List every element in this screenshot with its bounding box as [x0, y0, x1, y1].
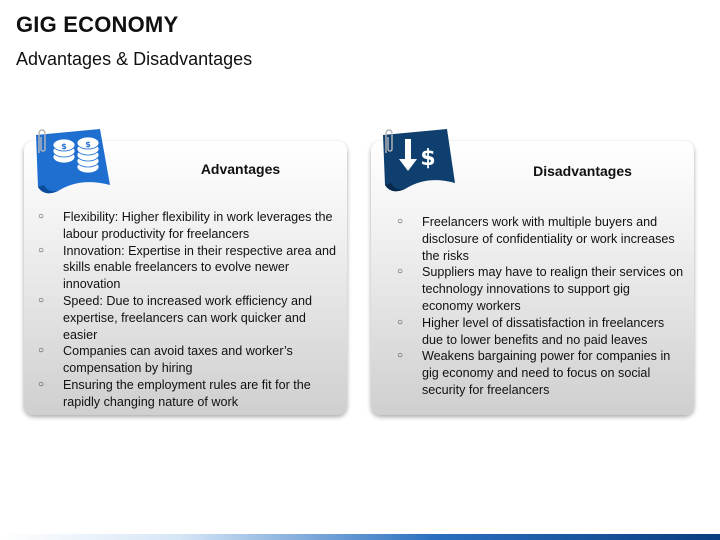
- bullet-circle-icon: ○: [38, 244, 45, 256]
- advantages-heading: Advantages: [200, 161, 281, 177]
- bullet-circle-icon: ○: [38, 378, 45, 390]
- list-item: ○ Innovation: Expertise in their respective area and skills enable freelancers to evolve newer innovation: [38, 243, 337, 292]
- disadvantages-card: [371, 141, 694, 415]
- list-item: ○ Freelancers work with multiple buyers and disclosure of confidentiality or work increases the risks: [397, 215, 675, 263]
- list-item: ○ Ensuring the employment rules are fit for the rapidly changing nature of work: [38, 377, 311, 409]
- bullet-circle-icon: ○: [397, 350, 404, 362]
- page-title: GIG ECONOMY: [16, 12, 179, 37]
- svg-text:$: $: [420, 146, 436, 171]
- advantages-card: [24, 141, 347, 415]
- list-item: ○ Companies can avoid taxes and worker’s compensation by hiring: [38, 344, 293, 376]
- bullet-circle-icon: ○: [397, 316, 404, 328]
- bullet-circle-icon: ○: [38, 345, 45, 357]
- paper-clip-icon: [383, 129, 395, 155]
- list-item: ○ Flexibility: Higher flexibility in work leverages the labour productivity for freelancers: [38, 210, 333, 241]
- disadvantages-list: [393, 214, 684, 399]
- svg-text:$: $: [61, 142, 67, 151]
- bullet-circle-icon: ○: [397, 266, 404, 278]
- disadvantages-heading: Disadvantages: [533, 163, 632, 179]
- bullet-circle-icon: ○: [38, 211, 45, 222]
- page-subtitle: Advantages & Disadvantages: [16, 49, 253, 69]
- advantages-list: [34, 209, 337, 411]
- paper-clip-icon: [36, 129, 48, 155]
- bullet-circle-icon: ○: [397, 216, 404, 227]
- list-item: ○ Higher level of dissatisfaction in freelancers due to lower benefits and no paid leaves: [397, 315, 665, 347]
- footer-accent-bar: [0, 534, 720, 540]
- list-item: ○ Speed: Due to increased work efficiency and expertise, freelancers can work quicker and easier: [38, 293, 312, 342]
- svg-text:$: $: [85, 140, 91, 149]
- bullet-circle-icon: ○: [38, 294, 45, 306]
- list-item: ○ Suppliers may have to realign their services on technology innovations to support gig economy workers: [397, 265, 684, 313]
- list-item: ○ Weakens bargaining power for companies in gig economy and need to focus on social security for freelancers: [397, 349, 671, 397]
